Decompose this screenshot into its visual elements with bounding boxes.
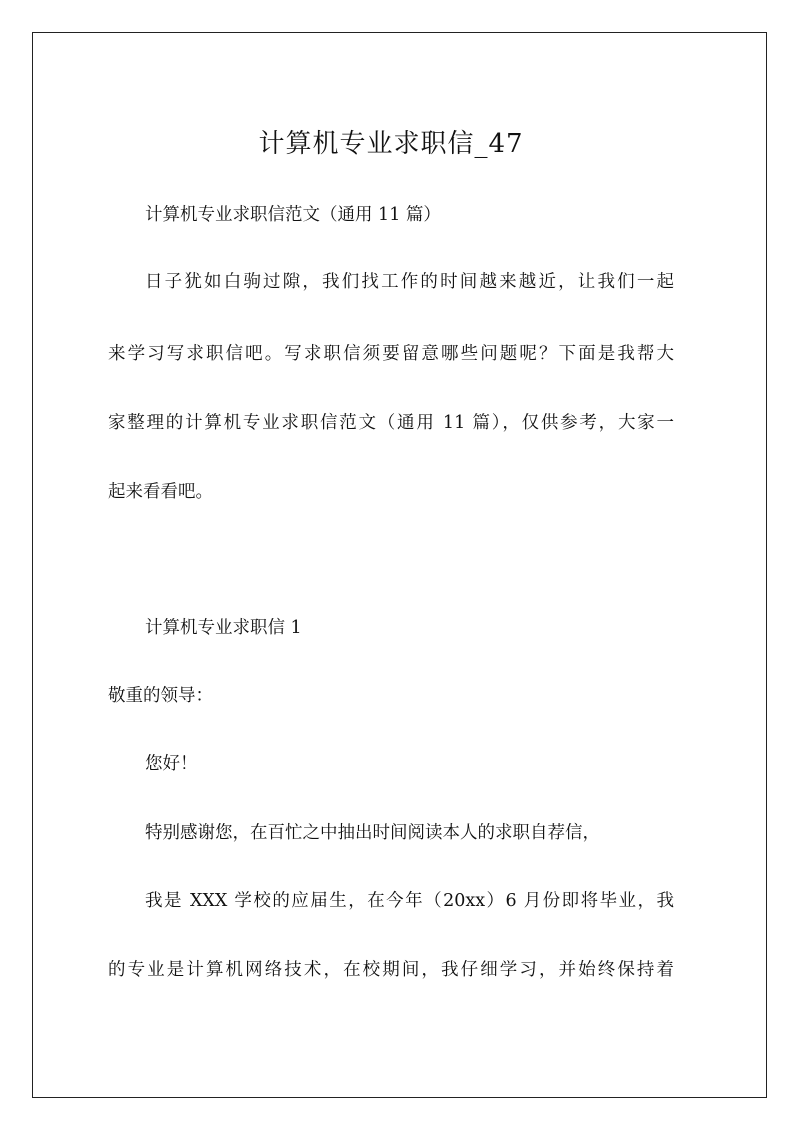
intro-line-2: 来学习写求职信吧。写求职信须要留意哪些问题呢？下面是我帮大	[108, 344, 674, 364]
greeting: 您好！	[145, 754, 198, 774]
body-line-2: 我是 XXX 学校的应届生，在今年（20xx）6 月份即将毕业，我	[145, 891, 674, 911]
body-line-1: 特别感谢您，在百忙之中抽出时间阅读本人的求职自荐信，	[145, 823, 600, 843]
document-title: 计算机专业求职信_47	[258, 129, 524, 159]
intro-line-1: 日子犹如白驹过隙，我们找工作的时间越来越近，让我们一起	[145, 272, 674, 292]
salutation: 敬重的领导：	[108, 686, 213, 706]
intro-line-3: 家整理的计算机专业求职信范文（通用 11 篇），仅供参考，大家一	[108, 413, 674, 433]
body-line-3: 的专业是计算机网络技术，在校期间，我仔细学习，并始终保持着	[108, 960, 674, 980]
subtitle: 计算机专业求职信范文（通用 11 篇）	[145, 205, 441, 225]
intro-line-4: 起来看看吧。	[108, 482, 213, 502]
page-border	[32, 32, 767, 1098]
section-heading: 计算机专业求职信 1	[145, 618, 302, 638]
